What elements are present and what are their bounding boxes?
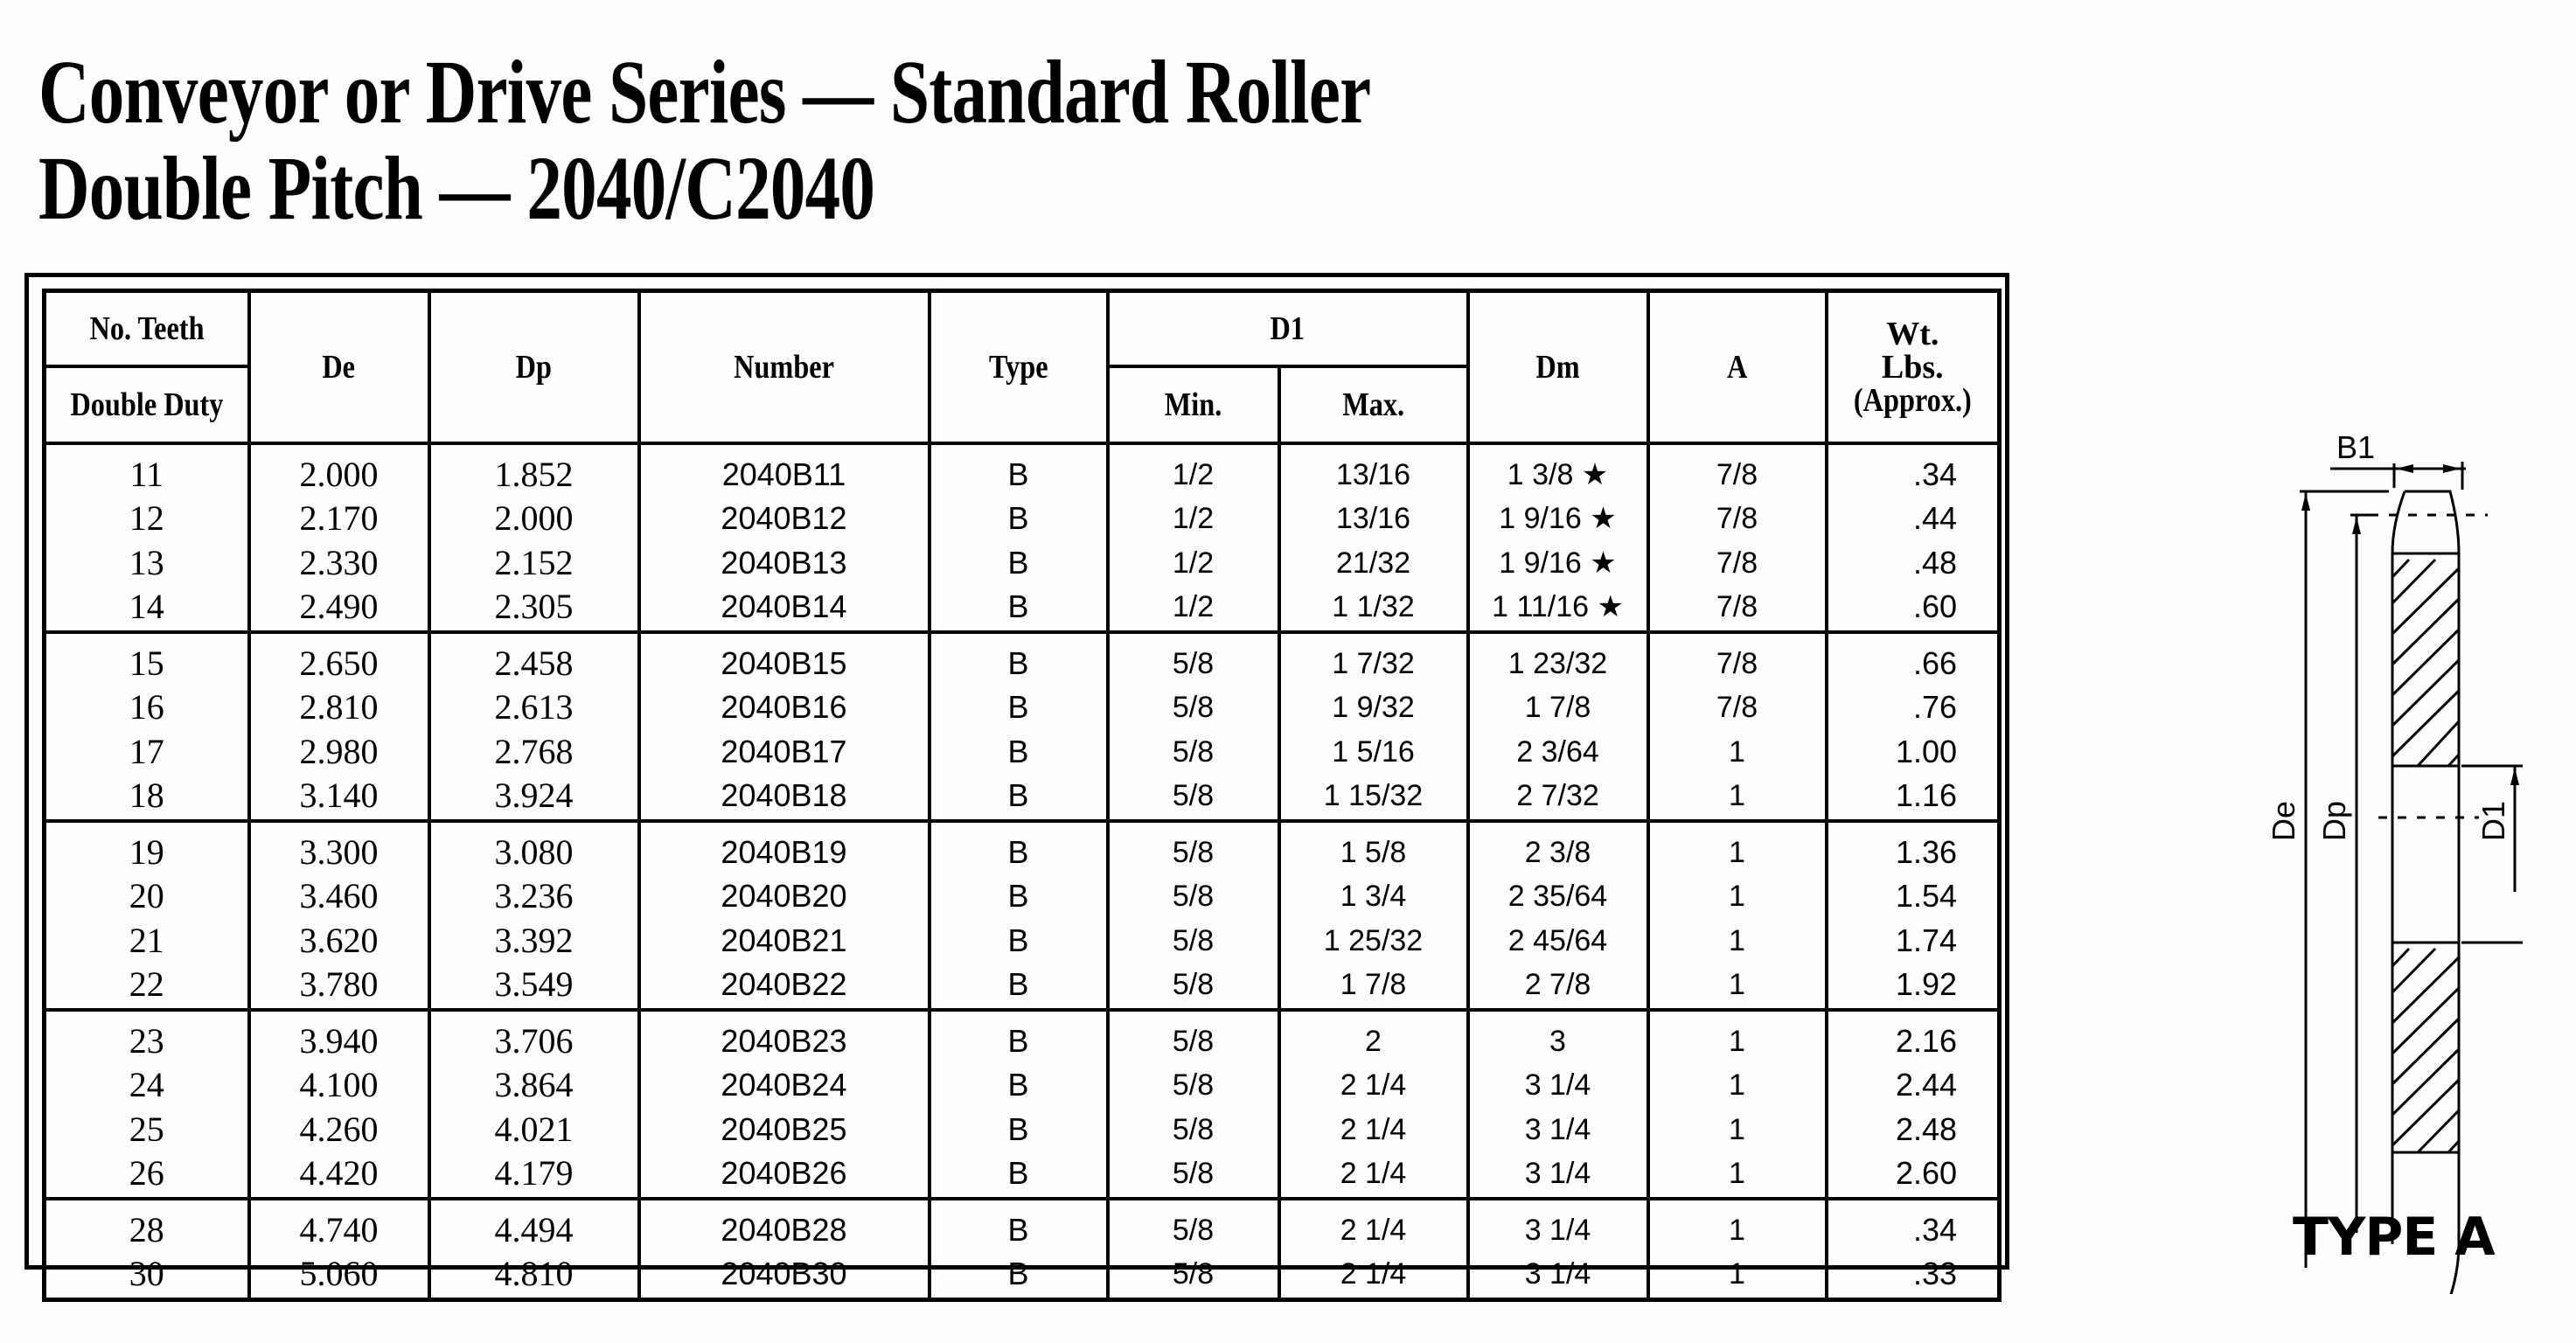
table-body: [45, 443, 2000, 1300]
cell-value: 5/8: [1172, 646, 1215, 680]
cell-value: 4.740: [299, 1209, 379, 1249]
cell-value: 2040B16: [721, 689, 847, 725]
weight-cell: [1827, 821, 2000, 1010]
header-d1: D1: [1108, 291, 1468, 366]
cell-value: 3.864: [494, 1065, 574, 1104]
cell-value: 1 11/16 ★: [1492, 590, 1624, 623]
cell-value: 2.60: [1895, 1155, 1958, 1191]
cell-value: 2040B24: [721, 1067, 847, 1103]
cell-value: B: [1007, 733, 1029, 769]
d1-min-cell: [1108, 443, 1279, 632]
cell-value: 24: [129, 1065, 164, 1104]
sprocket-profile: [2405, 491, 2459, 1294]
cell-value: 3.620: [299, 920, 379, 960]
table-row-group: [45, 1010, 2000, 1199]
cell-value: 2040B20: [721, 878, 847, 914]
cell-value: 2040B25: [721, 1110, 847, 1147]
type-cell: [929, 443, 1108, 632]
cell-value: .76: [1912, 689, 1958, 725]
weight-cell: [1827, 443, 2000, 632]
cell-value: 1: [1729, 923, 1745, 957]
d1-min-cell: [1108, 1199, 1279, 1300]
cell-value: 1.54: [1895, 878, 1958, 914]
cell-value: B: [1007, 878, 1029, 914]
cell-value: 1 25/32: [1323, 923, 1424, 957]
d1-min-cell: [1108, 632, 1279, 821]
b1-label: B1: [2336, 429, 2376, 465]
cell-value: 1 3/8 ★: [1507, 457, 1609, 491]
number-cell: [639, 1010, 929, 1199]
cell-value: 2.810: [299, 687, 379, 727]
cell-value: 1: [1729, 1257, 1745, 1291]
cell-value: 2040B26: [721, 1155, 847, 1191]
cell-value: 1: [1729, 1024, 1745, 1058]
cell-value: 3.706: [494, 1020, 574, 1061]
cell-value: 4.100: [299, 1065, 379, 1104]
a-cell: [1648, 632, 1827, 821]
cell-value: 3.780: [299, 964, 379, 1004]
cell-value: 2040B30: [721, 1256, 847, 1291]
cell-value: 3 1/4: [1524, 1257, 1591, 1291]
weight-cell: [1827, 1010, 2000, 1199]
dp-label: Dp: [2316, 800, 2352, 841]
cell-value: 30: [129, 1254, 164, 1293]
number-cell: [639, 821, 929, 1010]
cell-value: 5/8: [1172, 779, 1215, 812]
de-cell: [249, 1010, 429, 1199]
cell-value: 3 1/4: [1524, 1112, 1591, 1146]
header-dp: Dp: [429, 291, 639, 443]
cell-value: 2040B22: [721, 966, 847, 1002]
cell-value: 5/8: [1172, 734, 1215, 769]
cell-value: .48: [1912, 544, 1958, 581]
cell-value: 2.305: [494, 587, 574, 626]
header-dm: Dm: [1468, 291, 1648, 443]
cell-value: 2040B18: [721, 777, 847, 813]
cell-value: 22: [129, 964, 164, 1004]
cell-value: 2040B21: [721, 922, 847, 958]
cell-value: 2.650: [299, 643, 379, 683]
cell-value: 5/8: [1172, 1157, 1215, 1190]
cell-value: .33: [1912, 1256, 1958, 1291]
table-row-group: [45, 443, 2000, 632]
d1-min-cell: [1108, 821, 1279, 1010]
de-cell: [249, 443, 429, 632]
cell-value: 25: [129, 1109, 164, 1149]
cell-value: 2 1/4: [1340, 1157, 1407, 1190]
type-cell: [929, 821, 1108, 1010]
cell-value: 1.36: [1895, 833, 1958, 870]
cell-value: B: [1007, 966, 1029, 1002]
weight-cell: [1827, 632, 2000, 821]
cell-value: 2.613: [494, 687, 574, 727]
cell-value: .60: [1912, 588, 1958, 624]
cell-value: 5/8: [1172, 923, 1215, 957]
cell-value: B: [1007, 1022, 1029, 1059]
header-d1-min: Min.: [1108, 366, 1279, 443]
cell-value: 1 7/32: [1332, 646, 1415, 680]
a-cell: [1648, 821, 1827, 1010]
cell-value: 21/32: [1335, 546, 1411, 580]
cell-value: B: [1007, 1067, 1029, 1103]
cell-value: 1 3/4: [1340, 880, 1407, 913]
cell-value: 4.260: [299, 1109, 379, 1149]
cell-value: 3.080: [494, 832, 574, 872]
de-cell: [249, 1199, 429, 1300]
cell-value: 2040B14: [721, 588, 847, 624]
cell-value: 1.00: [1895, 733, 1958, 769]
cell-value: 3.940: [299, 1020, 379, 1061]
d1-max-cell: [1279, 443, 1468, 632]
cell-value: 2.768: [494, 731, 574, 771]
cell-value: 3.924: [494, 776, 574, 815]
cell-value: 2.170: [299, 498, 379, 538]
header-double-duty: Double Duty: [45, 366, 249, 443]
cell-value: 3.460: [299, 876, 379, 915]
cell-value: 5/8: [1172, 835, 1215, 869]
teeth-cell: [45, 632, 249, 821]
cell-value: B: [1007, 1155, 1029, 1191]
cell-value: 2.48: [1895, 1110, 1958, 1147]
cell-value: B: [1007, 833, 1029, 870]
cell-value: 3.236: [494, 876, 574, 915]
type-cell: [929, 1199, 1108, 1300]
cell-value: 1 5/8: [1340, 835, 1407, 869]
dp-cell: [429, 632, 639, 821]
cell-value: 18: [129, 776, 164, 815]
cell-value: 4.420: [299, 1153, 379, 1193]
cell-value: 5/8: [1172, 880, 1215, 913]
cell-value: 1/2: [1172, 546, 1215, 580]
table-row-group: [45, 632, 2000, 821]
dp-cell: [429, 1010, 639, 1199]
dp-cell: [429, 821, 639, 1010]
cell-value: B: [1007, 456, 1029, 492]
cell-value: B: [1007, 689, 1029, 725]
cell-value: 2.330: [299, 542, 379, 582]
cell-value: 2040B17: [721, 733, 847, 769]
cell-value: 1 1/32: [1332, 590, 1415, 623]
a-cell: [1648, 443, 1827, 632]
cell-value: 4.494: [494, 1209, 574, 1249]
cell-value: 2.000: [299, 454, 379, 494]
cell-value: 12: [129, 498, 164, 538]
cell-value: 1: [1729, 835, 1745, 869]
cell-value: 5/8: [1172, 1024, 1215, 1058]
cell-value: 15: [129, 643, 164, 683]
de-cell: [249, 632, 429, 821]
header-a: A: [1648, 291, 1827, 443]
dm-cell: [1468, 821, 1648, 1010]
cell-value: 2 35/64: [1507, 880, 1608, 913]
header-number: Number: [639, 291, 929, 443]
cell-value: 1/2: [1172, 502, 1215, 535]
cell-value: 5/8: [1172, 1112, 1215, 1146]
type-a-caption: TYPE A: [2293, 1207, 2495, 1268]
cell-value: .66: [1912, 644, 1958, 681]
cell-value: B: [1007, 544, 1029, 581]
cell-value: 2.152: [494, 542, 574, 582]
number-cell: [639, 632, 929, 821]
cell-value: 2.44: [1895, 1067, 1958, 1103]
cell-value: 1: [1729, 734, 1745, 769]
cell-value: 2 1/4: [1340, 1112, 1407, 1146]
cell-value: B: [1007, 1110, 1029, 1147]
cell-value: B: [1007, 500, 1029, 536]
cell-value: 1.16: [1895, 777, 1958, 813]
cell-value: 2040B15: [721, 644, 847, 681]
cell-value: B: [1007, 644, 1029, 681]
dm-cell: [1468, 1199, 1648, 1300]
cell-value: 2.490: [299, 587, 379, 626]
title-line-2: Double Pitch — 2040/C2040: [38, 138, 875, 239]
cell-value: 2.980: [299, 731, 379, 771]
cell-value: 14: [129, 587, 164, 626]
cell-value: 1: [1729, 1112, 1745, 1146]
cell-value: 23: [129, 1020, 164, 1061]
header-de: De: [249, 291, 429, 443]
cell-value: 2: [1365, 1024, 1382, 1058]
d1-max-cell: [1279, 1010, 1468, 1199]
cell-value: 1: [1729, 1068, 1745, 1102]
cell-value: 13/16: [1335, 502, 1411, 535]
cell-value: 17: [129, 731, 164, 771]
header-weight: Wt. Lbs. (Approx.): [1827, 291, 2000, 443]
dm-cell: [1468, 443, 1648, 632]
cell-value: 4.179: [494, 1153, 574, 1193]
teeth-cell: [45, 821, 249, 1010]
cell-value: 4.021: [494, 1109, 574, 1149]
cell-value: 1/2: [1172, 590, 1215, 623]
header-type: Type: [929, 291, 1108, 443]
cell-value: 5.060: [299, 1254, 379, 1293]
sprocket-spec-table: [42, 289, 2002, 1302]
cell-value: 2 45/64: [1507, 923, 1608, 957]
cell-value: 20: [129, 876, 164, 915]
number-cell: [639, 1199, 929, 1300]
cell-value: 1 23/32: [1507, 646, 1608, 680]
header-d1-max: Max.: [1279, 366, 1468, 443]
cell-value: 2040B23: [721, 1022, 847, 1059]
de-cell: [249, 821, 429, 1010]
table-row-group: [45, 1199, 2000, 1300]
cell-value: B: [1007, 1256, 1029, 1291]
cell-value: 1.852: [494, 454, 574, 494]
cell-value: 7/8: [1716, 646, 1758, 680]
cell-value: 1/2: [1172, 457, 1215, 491]
dm-cell: [1468, 1010, 1648, 1199]
cell-value: 2 1/4: [1340, 1213, 1407, 1247]
cell-value: 1.92: [1895, 966, 1958, 1002]
title-line-1: Conveyor or Drive Series — Standard Roller: [38, 42, 1371, 143]
cell-value: 2040B11: [721, 456, 846, 492]
cell-value: 3 1/4: [1524, 1157, 1591, 1190]
d1-max-cell: [1279, 1199, 1468, 1300]
cell-value: 2 1/4: [1340, 1257, 1407, 1291]
cell-value: 13/16: [1335, 457, 1411, 491]
cell-value: 5/8: [1172, 1213, 1215, 1247]
cell-value: 7/8: [1716, 590, 1758, 623]
cell-value: 1 9/32: [1332, 691, 1415, 724]
cell-value: B: [1007, 1211, 1029, 1248]
de-label: De: [2266, 800, 2301, 841]
cell-value: 2 7/32: [1516, 779, 1599, 812]
cell-value: 5/8: [1172, 1257, 1215, 1291]
dp-cell: [429, 443, 639, 632]
d1-label: D1: [2475, 800, 2511, 841]
cell-value: B: [1007, 777, 1029, 813]
cell-value: 2.16: [1895, 1022, 1958, 1059]
cell-value: 2040B13: [721, 544, 847, 581]
cell-value: 2.000: [494, 498, 574, 538]
cell-value: 5/8: [1172, 691, 1215, 724]
cell-value: 1 9/16 ★: [1499, 546, 1617, 580]
cell-value: 5/8: [1172, 1068, 1215, 1102]
cell-value: 3.392: [494, 920, 574, 960]
d1-max-cell: [1279, 821, 1468, 1010]
cell-value: 3.549: [494, 964, 574, 1004]
cell-value: 11: [129, 454, 164, 494]
cell-value: 3.140: [299, 776, 379, 815]
cell-value: 2 3/64: [1516, 734, 1599, 769]
cell-value: 1 7/8: [1340, 968, 1407, 1001]
cell-value: 1 9/16 ★: [1499, 502, 1617, 535]
weight-cell: [1827, 1199, 2000, 1300]
page-title: [38, 42, 1371, 239]
dp-cell: [429, 1199, 639, 1300]
cell-value: 1 5/16: [1332, 734, 1415, 769]
cell-value: 1.74: [1895, 922, 1958, 958]
cell-value: 1: [1729, 968, 1745, 1001]
cell-value: 3: [1549, 1024, 1566, 1058]
d1-max-cell: [1279, 632, 1468, 821]
cell-value: 2040B28: [721, 1211, 847, 1248]
table-row-group: [45, 821, 2000, 1010]
cell-value: 2.458: [494, 643, 574, 683]
cell-value: 3.300: [299, 832, 379, 872]
teeth-cell: [45, 443, 249, 632]
cell-value: 19: [129, 832, 164, 872]
cell-value: B: [1007, 588, 1029, 624]
cell-value: 21: [129, 920, 164, 960]
cell-value: 7/8: [1716, 546, 1758, 580]
sprocket-type-a-diagram: [2238, 420, 2571, 1294]
cell-value: 1: [1729, 1157, 1745, 1190]
cell-value: 1: [1729, 880, 1745, 913]
type-cell: [929, 1010, 1108, 1199]
cell-value: 26: [129, 1153, 164, 1193]
cell-value: 2 3/8: [1524, 835, 1591, 869]
cell-value: 3 1/4: [1524, 1068, 1591, 1102]
cell-value: 13: [129, 542, 164, 582]
cell-value: .34: [1912, 456, 1958, 492]
type-cell: [929, 632, 1108, 821]
cell-value: .44: [1912, 500, 1958, 536]
cell-value: 5/8: [1172, 968, 1215, 1001]
header-no-teeth: No. Teeth: [45, 291, 249, 366]
cell-value: 1 15/32: [1323, 779, 1424, 812]
cell-value: 2 1/4: [1340, 1068, 1407, 1102]
cell-value: 28: [129, 1209, 164, 1249]
cell-value: 7/8: [1716, 457, 1758, 491]
cell-value: 2040B19: [721, 833, 847, 870]
a-cell: [1648, 1010, 1827, 1199]
number-cell: [639, 443, 929, 632]
cell-value: 1: [1729, 1213, 1745, 1247]
cell-value: 16: [129, 687, 164, 727]
cell-value: 1: [1729, 779, 1745, 812]
cell-value: B: [1007, 922, 1029, 958]
cell-value: 7/8: [1716, 502, 1758, 535]
d1-min-cell: [1108, 1010, 1279, 1199]
teeth-cell: [45, 1010, 249, 1199]
cell-value: 2 7/8: [1524, 968, 1591, 1001]
teeth-cell: [45, 1199, 249, 1300]
a-cell: [1648, 1199, 1827, 1300]
dm-cell: [1468, 632, 1648, 821]
cell-value: 4.810: [494, 1254, 574, 1293]
cell-value: .34: [1912, 1211, 1958, 1248]
cell-value: 2040B12: [721, 500, 847, 536]
cell-value: 1 7/8: [1524, 691, 1591, 724]
cell-value: 7/8: [1716, 691, 1758, 724]
cell-value: 3 1/4: [1524, 1213, 1591, 1247]
